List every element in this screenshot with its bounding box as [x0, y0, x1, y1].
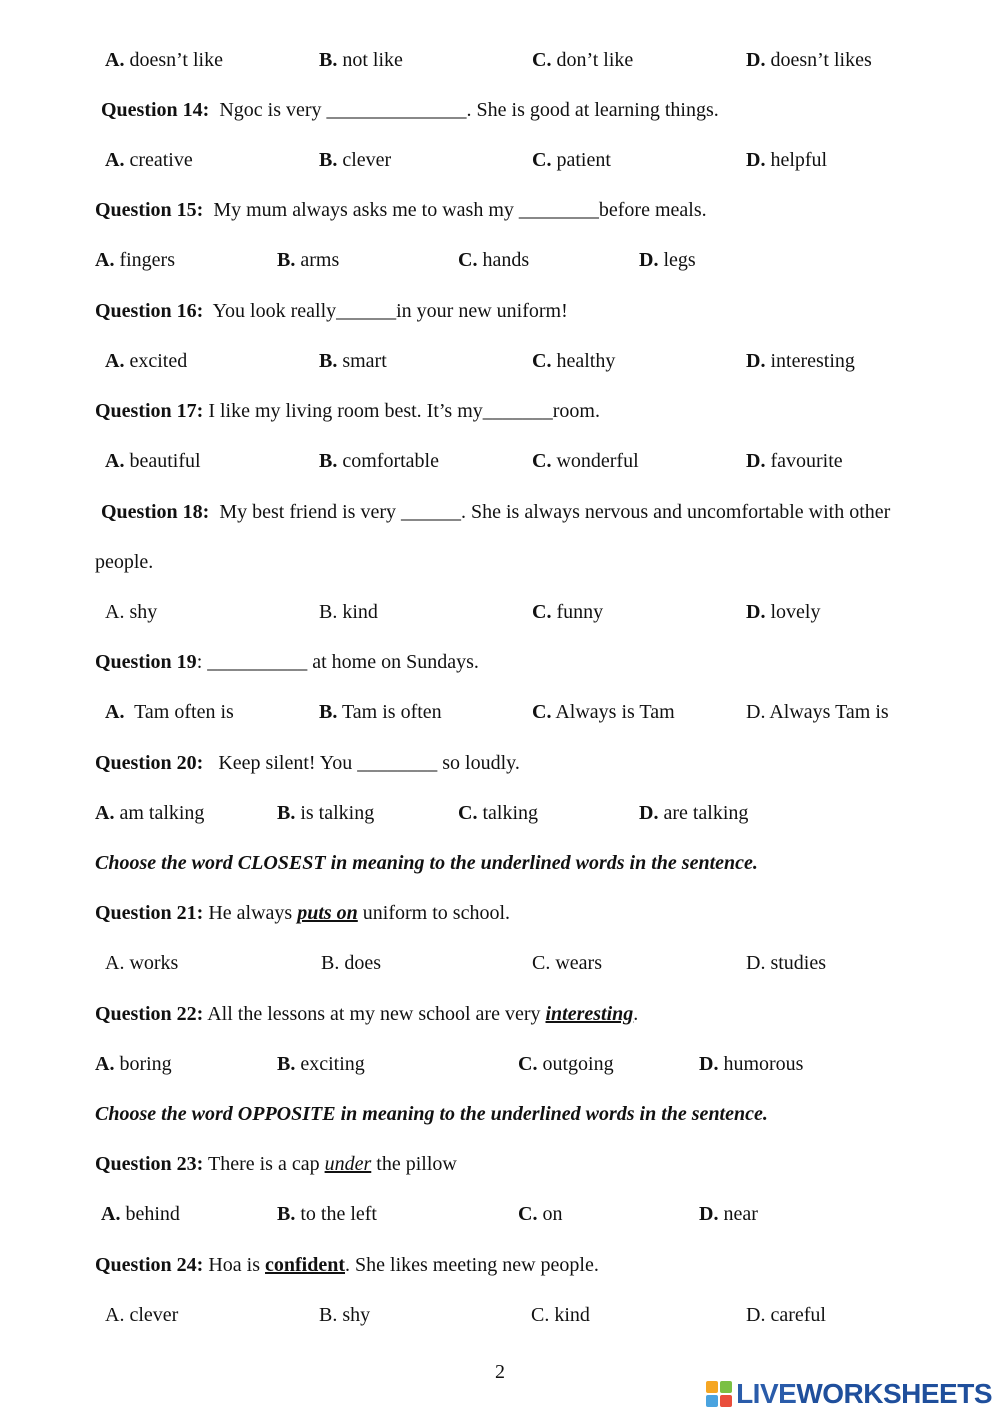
q15-options-row	[0, 245, 1000, 275]
q23-option-a[interactable]: A. behind	[101, 1203, 180, 1225]
q19-option-d[interactable]: D. Always Tam is	[746, 701, 889, 723]
q16-options-row	[0, 346, 1000, 376]
q14-text: Ngoc is very ______________. She is good at learning things.	[209, 99, 719, 121]
instruction-opposite: Choose the word OPPOSITE in meaning to the underlined words in the sentence.	[95, 1103, 768, 1125]
q23-stem: Question 23: There is a cap under the pillow	[95, 1153, 457, 1175]
q19-option-a[interactable]: A. Tam often is	[105, 701, 234, 723]
q21-option-d[interactable]: D. studies	[746, 952, 826, 974]
q14-options-row	[0, 145, 1000, 175]
q16-option-c[interactable]: C. healthy	[532, 350, 616, 372]
liveworksheets-icon	[706, 1381, 732, 1407]
q16-option-d[interactable]: D. interesting	[746, 350, 855, 372]
q14-stem	[0, 95, 1000, 125]
q19-label: Question 19	[95, 651, 197, 673]
q24-label: Question 24:	[95, 1254, 204, 1276]
instruction-closest: Choose the word CLOSEST in meaning to the underlined words in the sentence.	[95, 852, 758, 874]
q15-option-d[interactable]: D. legs	[639, 249, 696, 271]
q14-option-d[interactable]: D. helpful	[746, 149, 828, 171]
page-number: 2	[495, 1361, 505, 1383]
q17-option-c[interactable]: C. wonderful	[532, 450, 639, 472]
q14-label: Question 14:	[101, 99, 210, 121]
q20-option-c[interactable]: C. talking	[458, 802, 538, 824]
q22-option-c[interactable]: C. outgoing	[518, 1053, 614, 1075]
q16-stem	[0, 296, 1000, 326]
q17-text: I like my living room best. It’s my_______room.	[203, 400, 600, 422]
logo-tile	[706, 1381, 718, 1393]
q20-option-a[interactable]: A. am talking	[95, 802, 205, 824]
q24-option-c[interactable]: C. kind	[531, 1304, 590, 1326]
q14-option-a[interactable]: A. creative	[105, 149, 193, 171]
q13-option-b[interactable]: B. not like	[319, 49, 403, 71]
instruction-opposite-row	[0, 1099, 1000, 1129]
q13-option-c[interactable]: C. don’t like	[532, 49, 634, 71]
q23-underlined-word: under	[324, 1153, 372, 1175]
q13-option-d[interactable]: D. doesn’t likes	[746, 49, 872, 71]
instruction-closest-row	[0, 848, 1000, 878]
q21-label: Question 21:	[95, 902, 204, 924]
q21-options-row	[0, 948, 1000, 978]
brand-text: LIVEWORKSHEETS	[736, 1378, 992, 1409]
q17-option-d[interactable]: D. favourite	[746, 450, 843, 472]
q24-options-row	[0, 1300, 1000, 1330]
q20-label: Question 20:	[95, 752, 204, 774]
q20-options-row	[0, 798, 1000, 828]
q22-label: Question 22:	[95, 1003, 204, 1025]
logo-tile	[720, 1395, 732, 1407]
q18-option-d[interactable]: D. lovely	[746, 601, 821, 623]
q17-option-b[interactable]: B. comfortable	[319, 450, 439, 472]
q21-stem: Question 21: He always puts on uniform to school.	[95, 902, 511, 924]
q16-text: You look really______in your new uniform!	[203, 300, 568, 322]
q17-option-a[interactable]: A. beautiful	[105, 450, 201, 472]
q18-stem-continued	[0, 547, 1000, 577]
q23-option-c[interactable]: C. on	[518, 1203, 563, 1225]
q17-label: Question 17:	[95, 400, 204, 422]
q24-stem: Question 24: Hoa is confident. She likes meeting new people.	[95, 1254, 599, 1276]
q14-option-b[interactable]: B. clever	[319, 149, 392, 171]
q14-option-c[interactable]: C. patient	[532, 149, 611, 171]
q24-underlined-word: confident	[265, 1254, 346, 1276]
q22-option-d[interactable]: D. humorous	[699, 1053, 804, 1075]
q21-option-b[interactable]: B. does	[321, 952, 381, 974]
q15-label: Question 15:	[95, 199, 204, 221]
q17-options-row	[0, 446, 1000, 476]
q16-label: Question 16:	[95, 300, 204, 322]
logo-tile	[706, 1395, 718, 1407]
q18-option-a[interactable]: A. shy	[105, 601, 158, 623]
q23-option-d[interactable]: D. near	[699, 1203, 758, 1225]
q22-underlined-word: interesting	[545, 1003, 634, 1025]
q22-option-a[interactable]: A. boring	[95, 1053, 172, 1075]
q17-stem	[0, 396, 1000, 426]
q18-label: Question 18:	[101, 501, 210, 523]
q24-option-d[interactable]: D. careful	[746, 1304, 826, 1326]
q20-text: Keep silent! You ________ so loudly.	[203, 752, 520, 774]
q23-label: Question 23:	[95, 1153, 204, 1175]
q16-option-a[interactable]: A. excited	[105, 350, 188, 372]
logo-tile	[720, 1381, 732, 1393]
q18-stem	[0, 497, 1000, 527]
liveworksheets-logo	[706, 1376, 992, 1412]
q22-stem: Question 22: All the lessons at my new school are very interesting.	[95, 1003, 639, 1025]
q16-option-b[interactable]: B. smart	[319, 350, 387, 372]
q15-option-c[interactable]: C. hands	[458, 249, 530, 271]
q15-option-a[interactable]: A. fingers	[95, 249, 175, 271]
q23-option-b[interactable]: B. to the left	[277, 1203, 377, 1225]
q21-underlined-word: puts on	[297, 902, 358, 924]
q20-stem	[0, 748, 1000, 778]
q24-option-b[interactable]: B. shy	[319, 1304, 371, 1326]
q15-text: My mum always asks me to wash my ________before meals.	[203, 199, 707, 221]
q19-stem	[0, 647, 1000, 677]
q18-text: My best friend is very ______. She is always nervous and uncomfortable with other	[209, 501, 891, 523]
q20-option-d[interactable]: D. are talking	[639, 802, 749, 824]
q23-options-row	[0, 1199, 1000, 1229]
q18-text-continued: people.	[95, 551, 154, 573]
q24-option-a[interactable]: A. clever	[105, 1304, 179, 1326]
q15-stem	[0, 195, 1000, 225]
q18-options-row	[0, 597, 1000, 627]
q21-option-c[interactable]: C. wears	[532, 952, 602, 974]
q18-option-b[interactable]: B. kind	[319, 601, 378, 623]
q15-option-b[interactable]: B. arms	[277, 249, 340, 271]
q21-option-a[interactable]: A. works	[105, 952, 179, 974]
q20-option-b[interactable]: B. is talking	[277, 802, 375, 824]
q13-option-a[interactable]: A. doesn’t like	[105, 49, 223, 71]
q19-option-c[interactable]: C. Always is Tam	[532, 701, 675, 723]
q19-option-b[interactable]: B. Tam is often	[319, 701, 442, 723]
q18-option-c[interactable]: C. funny	[532, 601, 604, 623]
q22-option-b[interactable]: B. exciting	[277, 1053, 365, 1075]
q19-text: : __________ at home on Sundays.	[196, 651, 479, 673]
q13-options-row	[0, 45, 1000, 75]
q19-options-row	[0, 697, 1000, 727]
q22-options-row	[0, 1049, 1000, 1079]
